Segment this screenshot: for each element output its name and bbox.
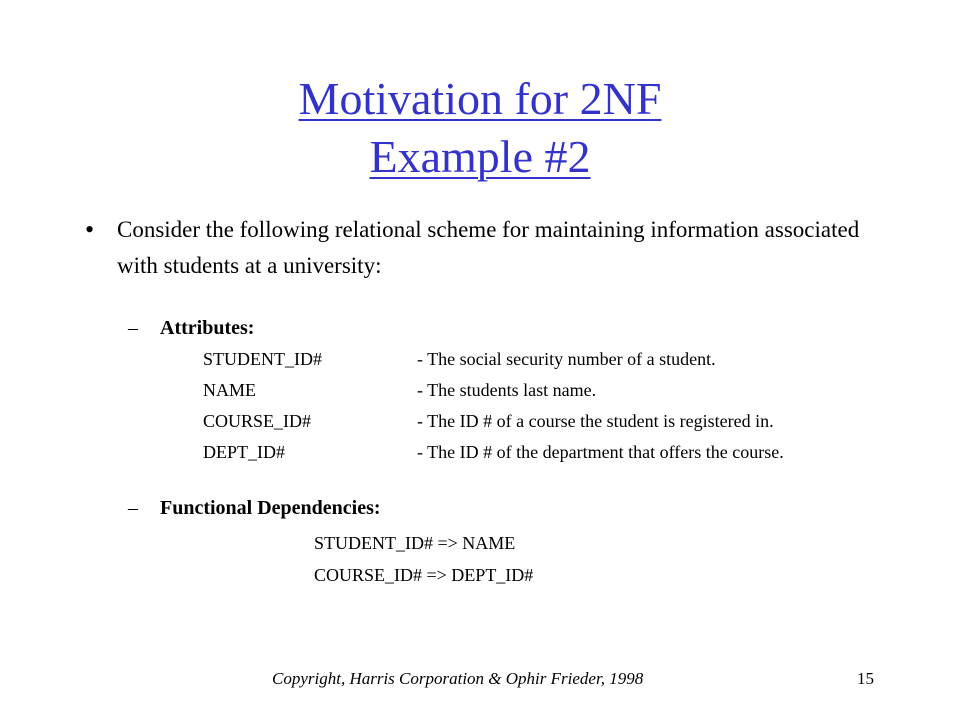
dependencies-heading-label: Functional Dependencies:: [160, 497, 381, 519]
attribute-description: - The students last name.: [417, 380, 597, 400]
slide-title: [0, 70, 960, 186]
title-line-1: [0, 70, 960, 128]
title-line-1-text: Motivation for 2NF: [298, 73, 662, 124]
attributes-heading-label: Attributes:: [160, 317, 255, 339]
dependency-row: STUDENT_ID# => NAME: [314, 533, 516, 553]
attribute-name: DEPT_ID#: [203, 442, 285, 462]
attribute-description: - The social security number of a student.: [417, 349, 716, 369]
page-number: 15: [857, 669, 874, 688]
footer-copyright: Copyright, Harris Corporation & Ophir Frieder, 1998: [272, 669, 644, 688]
attribute-name: STUDENT_ID#: [203, 349, 322, 369]
intro-bullet-text: Consider the following relational scheme for maintaining information associated with students at a university:: [117, 217, 860, 278]
attribute-name: COURSE_ID#: [203, 411, 312, 431]
bullet-marker: •: [85, 215, 95, 244]
attributes-dash: –: [128, 317, 138, 339]
attribute-name: NAME: [203, 380, 256, 400]
attribute-description: - The ID # of a course the student is registered in.: [417, 411, 774, 431]
dependency-row: COURSE_ID# => DEPT_ID#: [314, 565, 534, 585]
dependencies-heading: [128, 494, 381, 522]
dependencies-dash: –: [128, 497, 138, 519]
attributes-heading: [128, 314, 254, 342]
attribute-description: - The ID # of the department that offers the course.: [417, 442, 784, 462]
title-line-2-text: Example #2: [369, 131, 591, 182]
title-line-2: [0, 128, 960, 186]
